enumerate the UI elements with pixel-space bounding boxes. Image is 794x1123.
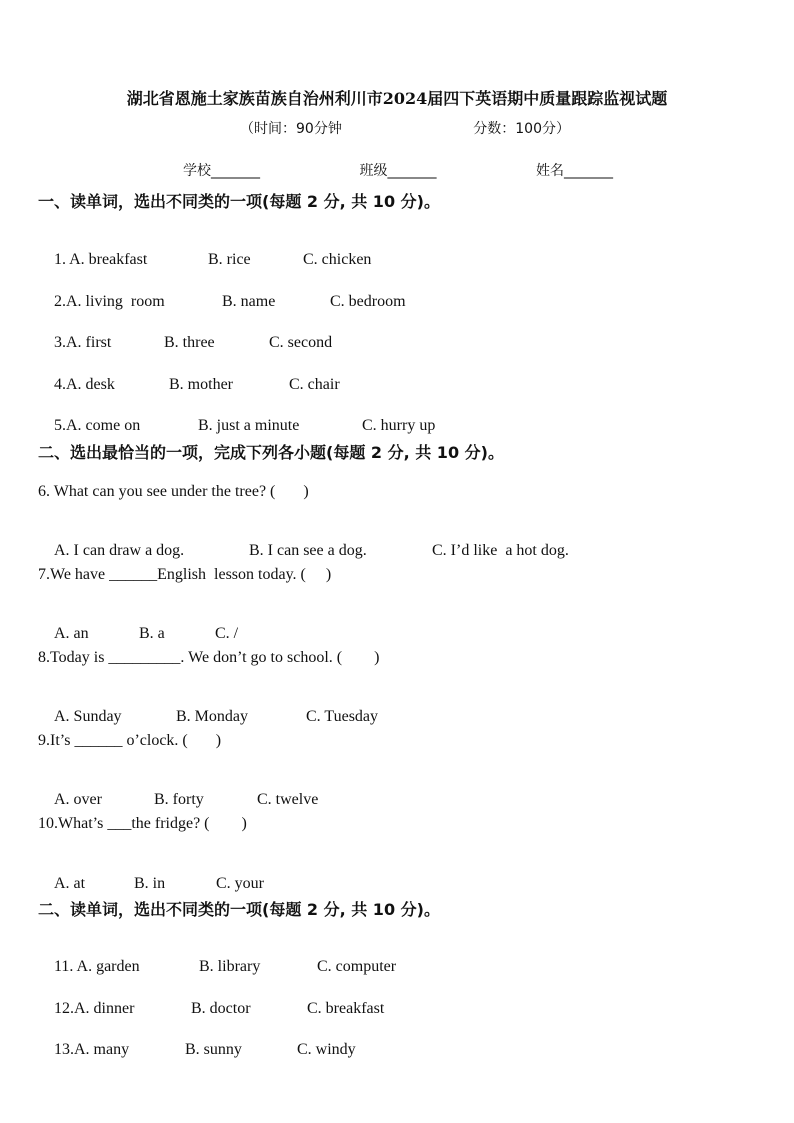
option-b: B. a (139, 625, 165, 642)
option-c: C. hurry up (362, 417, 436, 434)
section-heading-1: 一、读单词，选出不同类的一项(每题 2 分, 共 10 分)。 (38, 192, 440, 211)
question-13 (38, 1023, 356, 1077)
section-heading-2: 二、选出最恰当的一项，完成下列各小题(每题 2 分, 共 10 分)。 (38, 443, 504, 462)
option-a: A. an (54, 625, 89, 642)
option-a: A. over (54, 791, 102, 808)
question-6-stem: 6. What can you see under the tree? ( ) (38, 483, 309, 500)
option-a: 2.A. living room (54, 293, 165, 310)
question-10-stem: 10.What’s ___the fridge? ( ) (38, 815, 247, 832)
option-c: C. breakfast (307, 1000, 385, 1017)
option-b: B. in (134, 875, 166, 892)
option-c: C. your (216, 875, 264, 892)
option-a: A. at (54, 875, 86, 892)
question-7-stem: 7.We have ______English lesson today. ( ) (38, 566, 332, 583)
option-a: 13.A. many (54, 1041, 130, 1058)
school-field: 学校_______ (183, 163, 260, 179)
option-a: 3.A. first (54, 334, 112, 351)
option-a: 5.A. come on (54, 417, 141, 434)
option-c: C. / (215, 625, 239, 642)
option-c: C. I’d like a hot dog. (432, 542, 569, 559)
option-c: C. windy (297, 1041, 356, 1058)
class-field: 班级_______ (359, 163, 437, 179)
exam-title: 湖北省恩施土家族苗族自治州利川市2024届四下英语期中质量跟踪监视试题 (126, 89, 668, 108)
option-a: A. Sunday (54, 708, 122, 725)
option-b: B. library (199, 958, 261, 975)
option-b: B. name (222, 293, 276, 310)
exam-subtitle (240, 118, 570, 138)
question-8-stem: 8.Today is _________. We don’t go to school. ( ) (38, 649, 380, 666)
option-b: B. forty (154, 791, 204, 808)
option-a: 11. A. garden (54, 958, 140, 975)
name-field: 姓名_______ (536, 163, 613, 179)
option-b: B. doctor (191, 1000, 251, 1017)
option-b: B. three (164, 334, 215, 351)
option-a: 1. A. breakfast (54, 251, 148, 268)
student-info-line (183, 160, 613, 180)
option-b: B. just a minute (198, 417, 300, 434)
question-9-stem: 9.It’s ______ o’clock. ( ) (38, 732, 222, 749)
option-b: B. Monday (176, 708, 248, 725)
score-label: 分数：100分） (473, 121, 570, 137)
time-label: （时间：90分钟 (240, 121, 342, 137)
option-c: C. second (269, 334, 333, 351)
option-a: A. I can draw a dog. (54, 542, 185, 559)
option-a: 12.A. dinner (54, 1000, 135, 1017)
option-b: B. I can see a dog. (249, 542, 367, 559)
option-a: 4.A. desk (54, 376, 115, 393)
option-b: B. sunny (185, 1041, 242, 1058)
option-c: C. chicken (303, 251, 372, 268)
option-b: B. rice (208, 251, 251, 268)
option-c: C. computer (317, 958, 397, 975)
section-heading-3: 二、读单词，选出不同类的一项(每题 2 分, 共 10 分)。 (38, 900, 440, 919)
option-c: C. bedroom (330, 293, 406, 310)
option-b: B. mother (169, 376, 233, 393)
option-c: C. Tuesday (306, 708, 379, 725)
option-c: C. twelve (257, 791, 319, 808)
option-c: C. chair (289, 376, 340, 393)
